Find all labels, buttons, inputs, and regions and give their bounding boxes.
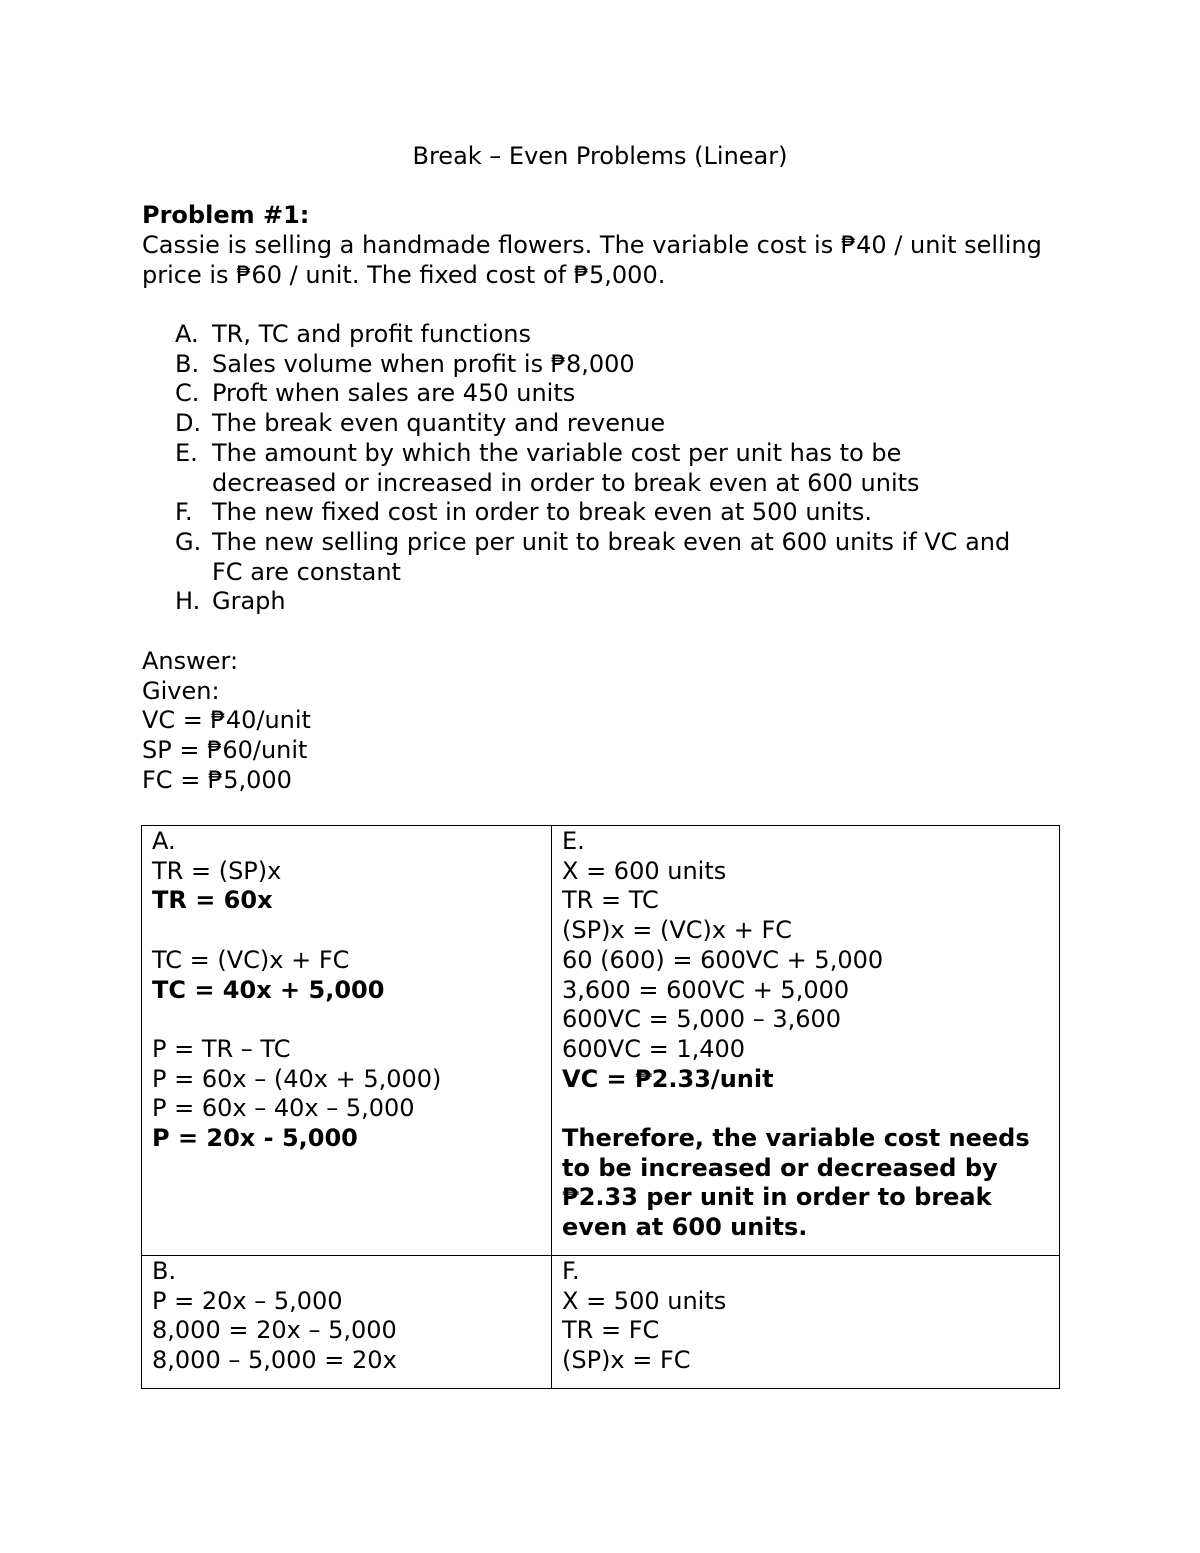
solution-line: 8,000 = 20x – 5,000 xyxy=(152,1316,397,1345)
solution-line: A. xyxy=(152,827,176,855)
solution-row xyxy=(142,826,1060,1256)
solution-line: 60 (600) = 600VC + 5,000 xyxy=(562,945,884,974)
given-vc: VC = ₱40/unit xyxy=(142,706,311,735)
given-fc: FC = ₱5,000 xyxy=(142,765,292,794)
task-item xyxy=(175,409,1015,439)
solution-line: B. xyxy=(152,1256,177,1285)
task-letter: G. xyxy=(175,527,202,556)
solution-line: E. xyxy=(562,827,585,855)
solution-line: P = TR – TC xyxy=(152,1034,291,1063)
task-item xyxy=(175,320,1015,350)
solution-cell-f xyxy=(552,1255,1060,1388)
blank-line xyxy=(152,916,541,946)
task-text: Proft when sales are 450 units xyxy=(212,379,576,408)
solution-cell-e xyxy=(552,826,1060,1256)
document-title: Break – Even Problems (Linear) xyxy=(412,142,788,170)
solution-line: (SP)x = (VC)x + FC xyxy=(562,916,793,945)
solution-line: TR = (SP)x xyxy=(152,856,282,885)
task-text: The amount by which the variable cost per unit has to be decreased or increased in order to break even at 600 units xyxy=(212,438,920,497)
solution-line: 8,000 – 5,000 = 20x xyxy=(152,1345,397,1374)
solution-line: P = 60x – (40x + 5,000) xyxy=(152,1064,442,1093)
task-letter: E. xyxy=(175,438,198,467)
solution-line: X = 600 units xyxy=(562,856,727,885)
task-item xyxy=(175,528,1015,587)
solution-result: VC = ₱2.33/unit xyxy=(562,1064,774,1093)
task-item xyxy=(175,587,1015,617)
task-letter: B. xyxy=(175,349,200,378)
task-letter: H. xyxy=(175,587,201,616)
solution-line: TR = TC xyxy=(562,886,659,915)
problem-statement: Cassie is selling a handmade flowers. The variable cost is ₱40 / unit selling price is ₱60 / unit. The fixed cost of ₱5,000. xyxy=(142,231,1042,289)
solution-result: TC = 40x + 5,000 xyxy=(152,975,385,1004)
solution-result: P = 20x - 5,000 xyxy=(152,1124,358,1152)
task-item xyxy=(175,350,1015,380)
solution-line: X = 500 units xyxy=(562,1286,727,1315)
solution-line: 3,600 = 600VC + 5,000 xyxy=(562,975,850,1004)
solution-line: F. xyxy=(562,1256,580,1285)
solution-line: P = 20x – 5,000 xyxy=(152,1286,343,1315)
task-letter: A. xyxy=(175,320,199,348)
task-text: The new selling price per unit to break even at 600 units if VC and FC are constant xyxy=(212,527,1011,586)
given-sp: SP = ₱60/unit xyxy=(142,736,308,765)
blank-line xyxy=(562,1094,1049,1124)
task-text: Sales volume when profit is ₱8,000 xyxy=(212,349,635,378)
solution-cell-a xyxy=(142,826,552,1256)
solution-table xyxy=(141,825,1060,1389)
answer-label: Answer: xyxy=(142,647,239,675)
task-text: TR, TC and profit functions xyxy=(212,320,531,348)
task-item xyxy=(175,379,1015,409)
solution-line: 600VC = 1,400 xyxy=(562,1034,746,1063)
task-letter: C. xyxy=(175,379,200,408)
solution-result: TR = 60x xyxy=(152,886,273,915)
task-text: The new fixed cost in order to break even at 500 units. xyxy=(212,498,872,527)
task-letter: D. xyxy=(175,409,202,438)
solution-row xyxy=(142,1255,1060,1388)
answer-section xyxy=(142,647,1042,795)
task-item xyxy=(175,498,1015,528)
solution-conclusion: Therefore, the variable cost needs to be increased or decreased by ₱2.33 per unit in order to break even at 600 units. xyxy=(562,1124,1030,1242)
solution-line: TC = (VC)x + FC xyxy=(152,945,350,974)
problem-heading: Problem #1: xyxy=(142,201,310,229)
solution-line: P = 60x – 40x – 5,000 xyxy=(152,1094,415,1123)
task-list xyxy=(175,320,1015,617)
given-label: Given: xyxy=(142,676,220,705)
solution-line: 600VC = 5,000 – 3,600 xyxy=(562,1005,842,1034)
task-letter: F. xyxy=(175,498,193,527)
solution-line: TR = FC xyxy=(562,1316,660,1345)
task-text: The break even quantity and revenue xyxy=(212,409,666,438)
solution-cell-b xyxy=(142,1255,552,1388)
blank-line xyxy=(152,1005,541,1035)
task-item xyxy=(175,439,1015,498)
solution-line: (SP)x = FC xyxy=(562,1345,691,1374)
task-text: Graph xyxy=(212,587,286,616)
